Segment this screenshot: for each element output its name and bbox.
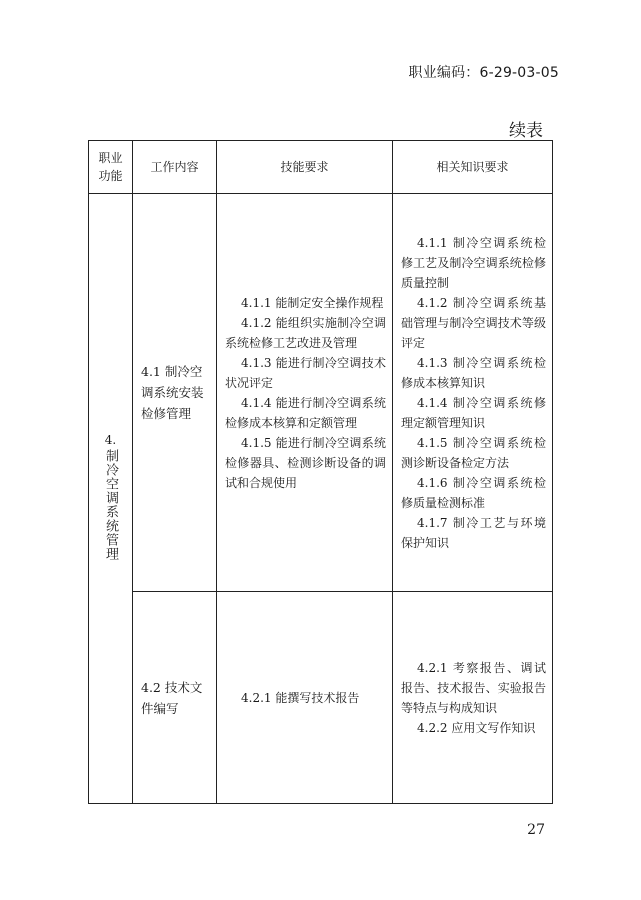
skill-item: 4.1.4 能进行制冷空调系统检修成本核算和定额管理 (225, 395, 386, 430)
knowledge-item: 4.2.1 考察报告、调试报告、技术报告、实验报告等特点与构成知识 (401, 660, 546, 715)
knowledge-item: 4.2.2 应用文写作知识 (417, 720, 536, 735)
knowledge-item: 4.1.5 制冷空调系统检测诊断设备检定方法 (401, 435, 546, 470)
page-number: 27 (527, 822, 545, 838)
knowledge-cell (393, 194, 553, 592)
work-content-cell: 4.2 技术文件编写 (133, 592, 217, 804)
table-row (89, 592, 553, 804)
skills-cell (217, 194, 393, 592)
header-function: 职业 功能 (89, 141, 133, 194)
table-row (89, 194, 553, 592)
knowledge-item: 4.1.4 制冷空调系统修理定额管理知识 (401, 395, 546, 430)
knowledge-item: 4.1.3 制冷空调系统检修成本核算知识 (401, 355, 546, 390)
header-work-content: 工作内容 (133, 141, 217, 194)
knowledge-cell (393, 592, 553, 804)
function-cell (89, 194, 133, 804)
skill-item: 4.1.1 能制定安全操作规程 (241, 295, 384, 310)
skill-item: 4.2.1 能撰写技术报告 (241, 690, 360, 705)
knowledge-item: 4.1.6 制冷空调系统检修质量检测标准 (401, 475, 546, 510)
function-number: 4. (104, 432, 117, 447)
function-name: 制冷空调系统管理 (103, 448, 118, 561)
occupation-code: 职业编码：6-29-03-05 (408, 65, 559, 81)
skill-item: 4.1.5 能进行制冷空调系统检修器具、检测诊断设备的调试和合规使用 (225, 435, 386, 490)
work-content-cell: 4.1 制冷空调系统安装检修管理 (133, 194, 217, 592)
skills-cell (217, 592, 393, 804)
header-knowledge-requirements: 相关知识要求 (393, 141, 553, 194)
header-skill-requirements: 技能要求 (217, 141, 393, 194)
skill-item: 4.1.3 能进行制冷空调技术状况评定 (225, 355, 386, 390)
standards-table (88, 140, 553, 804)
knowledge-item: 4.1.7 制冷工艺与环境保护知识 (401, 515, 546, 550)
knowledge-item: 4.1.1 制冷空调系统检修工艺及制冷空调系统检修质量控制 (401, 235, 546, 290)
table-header-row (89, 141, 553, 194)
continued-label: 续表 (509, 121, 543, 141)
skill-item: 4.1.2 能组织实施制冷空调系统检修工艺改进及管理 (225, 315, 386, 350)
knowledge-item: 4.1.2 制冷空调系统基础管理与制冷空调技术等级评定 (401, 295, 546, 350)
